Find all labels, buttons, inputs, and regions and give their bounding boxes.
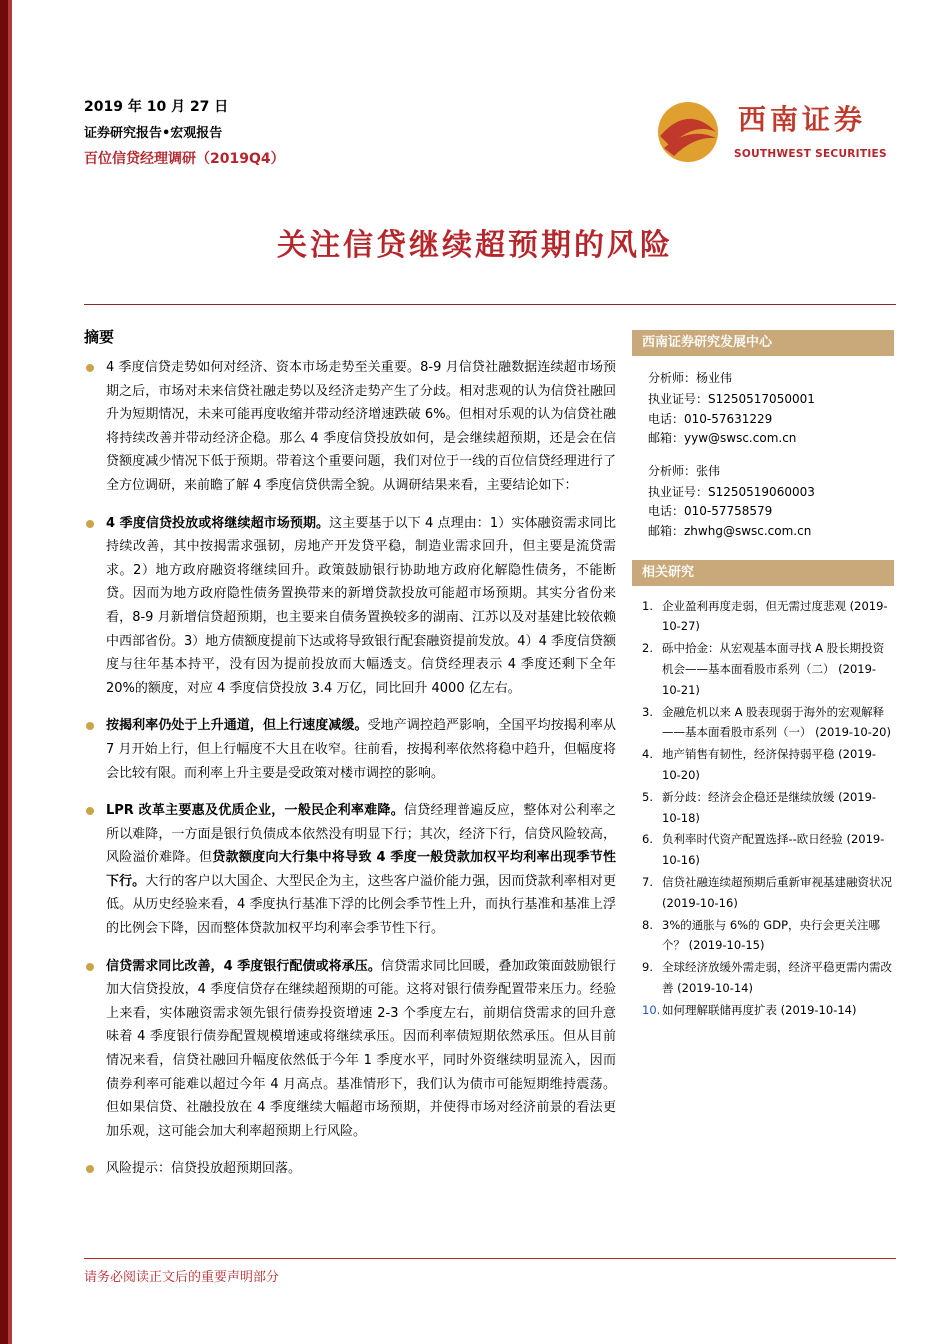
list-item[interactable]: [632, 596, 894, 638]
bullet-dot-icon: [86, 364, 94, 372]
abstract-bullet: [84, 512, 616, 701]
analyst-license: 执业证号：S1250519060003: [648, 484, 815, 499]
left-accent-bar-inner: [8, 0, 12, 1344]
bullet-dot-icon: [86, 722, 94, 730]
logo-mark-icon: [650, 96, 730, 168]
bullet-lead: LPR 改革主要惠及优质企业，一般民企利率难降。: [106, 803, 404, 819]
list-item-text: 金融危机以来 A 股表现弱于海外的宏观解释——基本面看股市系列（一） (2019-10-20): [662, 704, 891, 740]
list-item[interactable]: [632, 638, 894, 700]
report-series: 百位信贷经理调研（2019Q4）: [84, 151, 285, 167]
report-type: 证券研究报告•宏观报告: [84, 126, 223, 141]
abstract-bullet: [84, 356, 616, 498]
analyst-license: 执业证号：S1250517050001: [648, 392, 815, 406]
bullet-dot-icon: [86, 963, 94, 971]
analyst-name: 分析师：杨业伟: [648, 371, 733, 385]
footer-divider: [84, 1258, 896, 1259]
list-item[interactable]: [632, 872, 894, 914]
bullet-dot-icon: [86, 807, 94, 815]
list-item-number: 4.: [642, 747, 653, 762]
bullet-text: 信贷需求同比回暖，叠加政策面鼓励银行加大信贷投放，4 季度信贷存在继续超预期的可能。这将对银行债券配置带来压力。经验上来看，实体融资需求领先银行债券投资增速 2-3 个季度左右，前期信贷需求的回升意味着 4 季度银行债券配置规模增速或将继续承压。因而利率债短期依然承压。但从目前情况来看，信贷社融回升幅度依然低于今年 1 季度水平，同时外资继续明显流入，因而债券利率可能难以超过今年 4 月高点。基准情形下，我们认为债市可能短期维持震荡。但如果信贷、社融投放在 4 季度继续大幅超市场预期，并使得市场对经济前景的看法更加乐观，这可能会加大利率超预期上行风险。: [106, 958, 616, 1139]
sidebar: [632, 330, 894, 1022]
logo-en-text: SOUTHWEST SECURITIES: [734, 148, 887, 160]
bullet-text-2: 大行的客户以大国企、大型民企为主，这些客户溢价能力强，因而贷款利率相对更低。从历史经验来看，4 季度执行基准下浮的比例会季节性上升，而执行基准和基准上浮的比例会下降，因而整体贷款加权平均利率会季节性下行。: [106, 873, 616, 937]
logo-cn-text: 西南证券: [738, 103, 867, 136]
list-item[interactable]: [632, 702, 894, 744]
bullet-text: 信贷经理普遍反应，整体对公利率之所以难降，一方面是银行负债成本依然没有明显下行；其次，经济下行，信贷风险较高，风险溢价难降。但: [106, 803, 616, 866]
analyst-email[interactable]: 邮箱：zhwhg@swsc.com.cn: [648, 523, 812, 538]
analyst-phone: 电话：010-57758579: [648, 504, 773, 519]
report-date: 2019 年 10 月 27 日: [84, 99, 229, 115]
bullet-lead-2: 贷款额度向大行集中将导致 4 季度一般贷款加权平均利率出现季节性下行。: [106, 850, 616, 889]
research-center-title: 西南证券研究发展中心: [632, 330, 894, 356]
bullet-lead: 4 季度信贷投放或将继续超市场预期。: [106, 515, 330, 531]
list-item-number: 2.: [642, 641, 653, 656]
related-research-title: 相关研究: [632, 560, 894, 586]
analyst-block: [632, 366, 894, 449]
bullet-dot-icon: [86, 1165, 94, 1173]
analyst-phone: 电话：010-57631229: [648, 411, 773, 426]
list-item-text: 地产销售有韧性，经济保持弱平稳 (2019-10-20): [662, 747, 877, 782]
title-divider: [84, 304, 896, 305]
left-accent-bar: [0, 0, 12, 1344]
list-item[interactable]: [632, 744, 894, 786]
list-item-text: 新分歧：经济会企稳还是继续放缓 (2019-10-18): [662, 789, 877, 825]
bullet-text: 受地产调控趋严影响，全国平均按揭利率从 7 月开始上行，但上行幅度不大且在收窄。往前看，按揭利率依然将稳中趋升，但幅度将会比较有限。而利率上升主要是受政策对楼市调控的影响。: [106, 718, 616, 781]
list-item-text: 砾中拾金：从宏观基本面寻找 A 股长期投资机会——基本面看股市系列（二） (2019-10-21): [662, 641, 885, 697]
abstract-body: [84, 356, 616, 1195]
abstract-heading: 摘要: [84, 328, 115, 346]
list-item-number: 7.: [642, 874, 653, 889]
analyst-email[interactable]: 邮箱：yyw@swsc.com.cn: [648, 431, 797, 446]
list-item-text: 3%的通胀与 6%的 GDP，央行会更关注哪个？ (2019-10-15): [662, 917, 880, 953]
list-item-number: 10.: [642, 1002, 661, 1017]
analyst-block: [632, 459, 894, 542]
bullet-lead: 按揭利率仍处于上升通道，但上行速度减缓。: [106, 718, 368, 734]
list-item-number: 8.: [642, 917, 653, 932]
list-item-text: 负利率时代资产配置选择--欧日经验 (2019-10-16): [662, 832, 885, 868]
list-item-text: 企业盈利再度走弱，但无需过度悲观 (2019-10-27): [662, 598, 888, 634]
list-item-text: 信贷社融连续超预期后重新审视基建融资状况 (2019-10-16): [662, 874, 892, 910]
bullet-dot-icon: [86, 520, 94, 528]
list-item[interactable]: [632, 915, 894, 957]
company-logo: [650, 96, 890, 166]
abstract-bullet: [84, 799, 616, 941]
list-item-text: 如何理解联储再度扩表 (2019-10-14): [662, 1002, 857, 1017]
list-item-number: 6.: [642, 832, 653, 847]
list-item-number: 9.: [642, 960, 653, 975]
footer-disclaimer: 请务必阅读正文后的重要声明部分: [84, 1270, 280, 1285]
related-research-list: [632, 596, 894, 1021]
list-item[interactable]: [632, 1000, 894, 1021]
list-item[interactable]: [632, 829, 894, 871]
bullet-lead: 信贷需求同比改善，4 季度银行配债或将承压。: [106, 958, 381, 974]
bullet-text: 4 季度信贷走势如何对经济、资本市场走势至关重要。8-9 月信贷社融数据连续超市场预期之后，市场对未来信贷社融走势以及经济走势产生了分歧。相对悲观的认为信贷社融回升为短期情况，未来可能再度收缩并带动经济增速跌破 6%。但相对乐观的认为信贷社融将持续改善并带动经济企稳。那么 4 季度信贷投放如何，是会继续超预期，还是会在信贷额度减少情况下低于预期。带着这个重要问题，我们对位于一线的百位信贷经理进行了全方位调研，来前瞻了解 4 季度信贷供需全貌。从调研结果来看，主要结论如下：: [106, 360, 616, 493]
list-item[interactable]: [632, 957, 894, 999]
bullet-text: 这主要基于以下 4 点理由：1）实体融资需求同比持续改善，其中按揭需求强韧，房地产开发贷平稳，制造业需求回升，但主要是流贷需求。2）地方政府融资将继续回升。政策鼓励银行协助地方政府化解隐性债务，不能断贷。因而为地方政府隐性债务置换带来的新增贷款投放可能超市场预期。其实分省份来看，8-9 月新增信贷超预期，也主要来自债务置换较多的湖南、江苏以及对基建比较依赖中西部省份。3）地方债额度提前下达或将导致银行配套融资提前发放。4）4 季度信贷额度与往年基本持平，没有因为提前投放而大幅透支。信贷经理表示 4 季度还剩下全年 20%的额度，对应 4 季度信贷投放 3.4 万亿，同比回升 4000 亿左右。: [106, 515, 616, 696]
abstract-bullet: [84, 714, 616, 785]
analyst-name: 分析师：张伟: [648, 463, 721, 478]
abstract-bullet: [84, 955, 616, 1144]
risk-warning: 风险提示：信贷投放超预期回落。: [106, 1161, 302, 1177]
list-item-number: 1.: [642, 598, 653, 613]
list-item-text: 全球经济放缓外需走弱，经济平稳更需内需改善 (2019-10-14): [662, 960, 892, 995]
list-item[interactable]: [632, 787, 894, 829]
page-title: 关注信贷继续超预期的风险: [277, 228, 673, 263]
list-item-number: 5.: [642, 789, 653, 804]
list-item-number: 3.: [642, 704, 653, 719]
abstract-bullet: [84, 1157, 616, 1181]
